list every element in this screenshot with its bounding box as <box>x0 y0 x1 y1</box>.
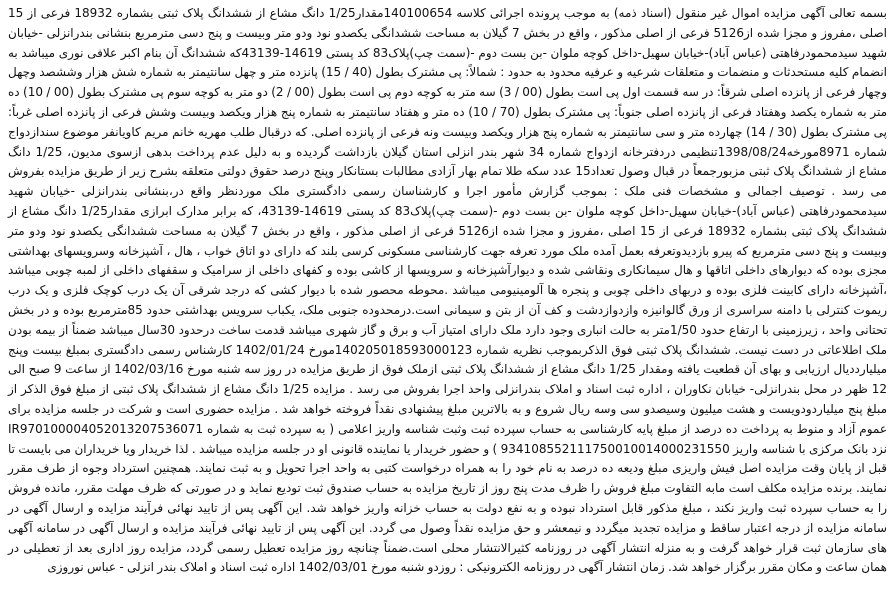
auction-notice-text: بسمه تعالی آگهی مزایده اموال غیر منقول (اسناد ذمه) به موجب پرونده اجرائی کلاسه 140100654مقدار1/25 دانگ مشاع از ششدانگ پلاک ثبتی بشماره 18932 فرعی از 15 اصلی ،مفروز و مجزا شده از5126 فرعی از اصلی مذکور ، واقع در بخش 7 گیلان به مساحت ششدانگی یکصدو نود ودو متر وبیست و پنج دسی مترمربع بنشانی بندرانزلی -خیابان شهید سیدمحمودرفاهتی (عباس آباد)-خیابان سهیل-داخل کوچه ملوان -بن بست دوم -(سمت چپ)پلاک83 کد پستی 14619-43139که ششدانگ آن بنام اکبر علافی نوری میباشد به انضمام کلیه مستحدثات و منضمات و متعلقات شرعیه و عرفیه محدود به حدود : شمالاً: پی مشترک بطول (40 / 15) پانزده متر و چهل سانتیمتر به شماره شش هزار وششصد وچهل وچهار فرعی از پانزده اصلی شرقاً: در سه قسمت اول پی است بطول (00 / 3) سه متر به کوچه دوم پی است بطول (00 / 2) دو متر به کوچه سوم پی مشترک بطول (00 / 10) ده متر به شماره یکصد وهفتاد فرعی از پانزده اصلی جنوباً: پی مشترک بطول (70 / 10) ده متر و هفتاد سانتیمتر به شماره پنج هزار ویکصد وبیست وشش فرعی از پانزده اصلی غرباً: پی مشترک بطول (30 / 14) چهارده متر و سی سانتیمتر به شماره پنج هزار ویکصد وبیست ونه فرعی از پانزده اصلی. که درقبال طلب مهریه خانم مریم کاویانفر موضوع سندازدواج شماره 8971مورخه1398/08/24تنظیمی دردفترخانه ازدواج شماره 34 شهر بندر انزلی استان گیلان بازداشت گردیده و به دلیل عدم پرداخت بدهی ازسوی مدیون، 1/25 دانگ مشاع از ششدانگ پلاک ثبتی مزبورجمعاً در قبال وصول تعداد15 عدد سکه طلا تمام بهار آزادی مطالبات بستانکار وپنج درصد حقوق دولتی متعلقه بشرح زیر از طریق مزایده بفروش می رسد . توصیف اجمالی و مشخصات فنی ملک : بموجب گزارش مأمور اجرا و کارشناسان رسمی دادگستری ملک موردنظر واقع در،بنشانی بندرانزلی -خیابان شهید سیدمحمودرفاهتی (عباس آباد)-خیابان سهیل-داخل کوچه ملوان -بن بست دوم -(سمت چپ)پلاک83 کد پستی 14619-43139، که برابر مدارک ابرازی مقدار1/25 دانگ مشاع از ششدانگ پلاک ثبتی بشماره 18932 فرعی از 15 اصلی ،مفروز و مجزا شده از5126 فرعی از اصلی مذکور ، واقع در بخش 7 گیلان به مساحت ششدانگی یکصدو نود ودو متر وبیست و پنج دسی مترمربع که پیرو بازدیدوتعرفه بعمل آمده ملک مورد تعرفه جهت کارشناسی مسکونی کرسی بلند که دارای دو اتاق خواب ، هال ، آشپزخانه وسرویسهای بهداشتی مجزی بوده که دیوارهای داخلی اتاقها و هال سیمانکاری ونقاشی شده و دیوارآشپزخانه و سرویسها از کاشی بوده و کفهای داخلی از سرامیک و سقفهای داخلی از لمبه چوبی میباشد ،آشپزخانه دارای کابینت فلزی بوده و دربهای داخلی چوبی و پنجره ها آلومینیومی میباشد .محوطه محصور شده با دیوار کشی که درجد شرقی آن یک درب کوچک فلزی و یک درب ریموت کنترلی با دامنه سراسری از ورق گالوانیزه وازدوازدشت و کف آن از بتن و سیمانی است.درمحدوده جنوبی ملک، یکباب سرویس بهداشتی حدود 85مترمربع بوده و در بخش تحتانی واحد ، زیرزمینی با ارتفاع حدود 1/50متر به حالت انباری وجود دارد ملک دارای امتیاز آب و برق و گاز شهری میباشد قدمت ساخت درحدود 30سال میباشد ضمناً از بیمه بودن ملک اطلاعاتی در دست نیست. ششدانگ پلاک ثبتی فوق الذکربموجب نظریه شماره 140205018593000123مورخ 1402/01/24 کارشناس رسمی دادگستری بمبلغ بیست وپنج میلیارددیال ارزیابی و بهای آن قطعیت یافته ومقدار 1/25 دانگ مشاع از ششدانگ پلاک ثبتی ازملک فوق از طریق مزایده در روز سه شنبه مورخ 1402/03/16 از ساعت 9 صبح الی 12 ظهر در محل بندرانزلی- خیابان نکاوران ، اداره ثبت اسناد و املاک بندرانزلی واحد اجرا بفروش می رسد . مزایده 1/25 دانگ مشاع از ششدانگ پلاک ثبتی از مبلغ فوق الذکر از مبلغ پنج میلیاردودویست و هشت میلیون وسیصدو سی وسه ریال شروع و به بالاترین مبلغ پیشنهادی نقداً فروخته خواهد شد . مزایده حضوری است و شرکت در جلسه مزایده برای عموم آزاد و منوط به پرداخت ده درصد از مبلغ پایه کارشناسی به حساب سپرده ثبت وثبت شناسه واریز اعلامی ( به سپرده ثبت به شماره IR970100004052013207536071 نزد بانک مرکزی با شناسه واریز 934108552111750010014000231550 ) و حضور خریدار یا نماینده قانونی او در جلسه مزایده میباشد . لذا خریدار ویا خریداران می بایست تا قبل از پایان وقت مزایده اصل فیش واریزی مبلغ ودیعه ده درصد به نام خود را به همراه درخواست کتبی به واحد اجرا تحویل و به ثبت نمایند. همچنین استرداد وجوه از طرف مقرر نمایند. برنده مزایده مکلف است مابه التفاوت مبلغ فروش را ظرف مدت پنج روز از تاریخ مزایده به حساب صندوق ثبت تودیع نماید و در صورتی که ظرف مهلت مقرر، مانده فروش را به حساب سپرده ثبت واریز نکند ، مبلغ مذکور قابل استرداد نبوده و به نفع دولت به حساب خزانه واریز خواهد شد. این آگهی پس از تایید نهائی فرآیند مزایده و ارسال آگهی در سامانه مزایده از درجه اعتبار ساقط و مزایده تجدید میگردد و نیمعشر و حق مزایده نقداً وصول می گردد. این آگهی پس از تایید نهائی فرآیند مزایده و ارسال آگهی در سامانه آگهی های سازمان ثبت قرار خواهد گرفت و به منزله انتشار آگهی در روزنامه کثیرالانتشار محلی است.ضمناً چنانچه روز مزایده تعطیل رسمی گردد، مزایده روز اداری بعد از تعطیلی در همان ساعت و مکان مقرر برگزار خواهد شد. زمان انتشار آگهی در روزنامه الکترونیکی : روزدو شنبه مورخ 1402/03/01 اداره ثبت اسناد و املاک بندر انزلی - عباس نوروزی <box>8 6 888 575</box>
